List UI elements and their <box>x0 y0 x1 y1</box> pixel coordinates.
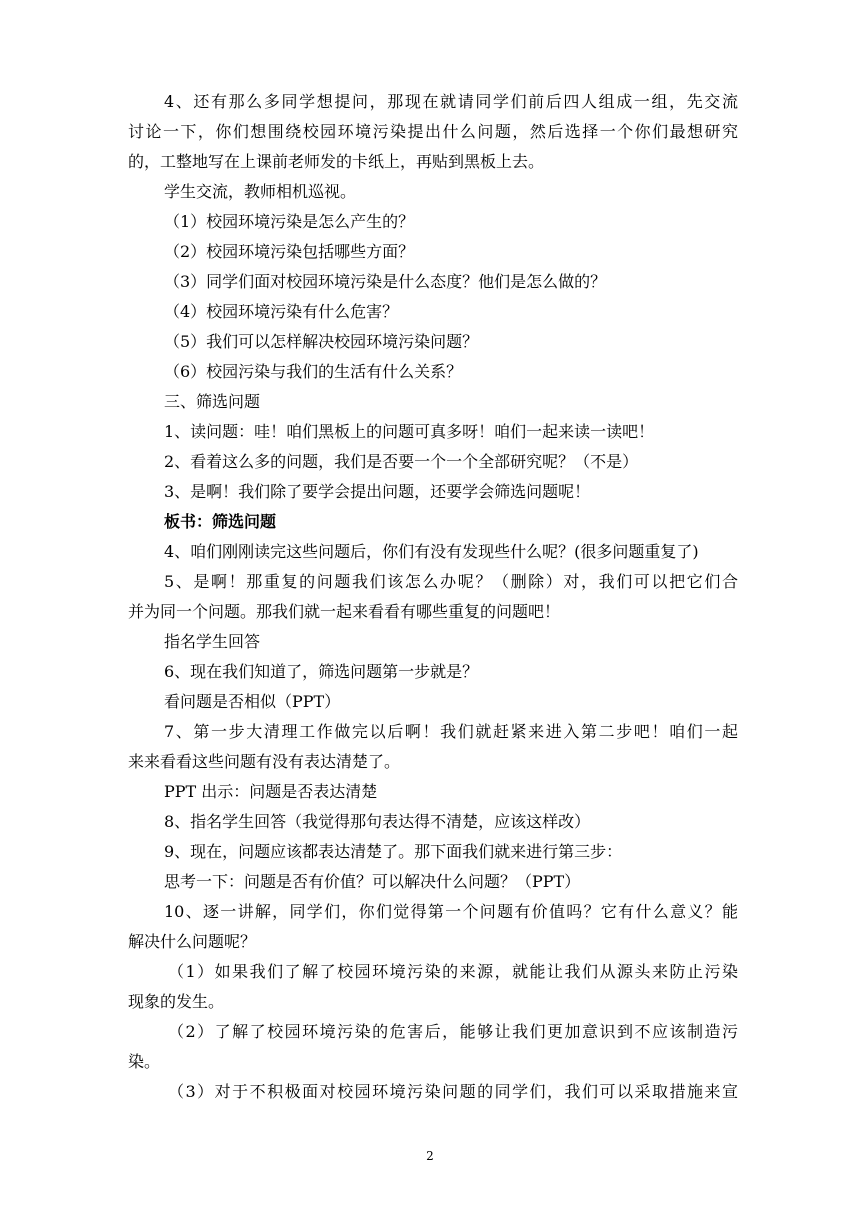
document-body <box>128 87 738 1107</box>
paragraph-line: 4、咱们刚刚读完这些问题后，你们有没有发现些什么呢？(很多问题重复了) <box>164 542 699 561</box>
paragraph-line: 讨论一下，你们想围绕校园环境污染提出什么问题，然后选择一个你们最想研究 <box>128 122 738 141</box>
list-item: （3）同学们面对校园环境污染是什么态度？他们是怎么做的？ <box>164 272 607 291</box>
page-number: 2 <box>426 1149 434 1163</box>
paragraph-line: 9、现在，问题应该都表达清楚了。那下面我们就来进行第三步： <box>164 842 623 861</box>
paragraph-line: 思考一下：问题是否有价值？可以解决什么问题？（PPT） <box>164 872 581 891</box>
list-item: （1）校园环境污染是怎么产生的？ <box>164 212 415 231</box>
blackboard-heading: 板书：筛选问题 <box>164 512 277 531</box>
paragraph-line: PPT 出示：问题是否表达清楚 <box>164 782 378 801</box>
paragraph-line: 看问题是否相似（PPT） <box>164 692 341 711</box>
list-item: （5）我们可以怎样解决校园环境污染问题？ <box>164 332 479 351</box>
paragraph-line: 4、还有那么多同学想提问，那现在就请同学们前后四人组成一组，先交流 <box>164 92 738 111</box>
paragraph-line: 6、现在我们知道了，筛选问题第一步就是？ <box>164 662 479 681</box>
list-item: 染。 <box>128 1052 161 1071</box>
paragraph-line: 指名学生回答 <box>164 632 261 651</box>
list-item: （3）对于不积极面对校园环境污染问题的同学们，我们可以采取措施来宣 <box>168 1082 738 1101</box>
paragraph-line: 3、是啊！我们除了要学会提出问题，还要学会筛选问题呢！ <box>164 482 591 501</box>
list-item: （6）校园污染与我们的生活有什么关系？ <box>164 362 463 381</box>
list-item: （1）如果我们了解了校园环境污染的来源，就能让我们从源头来防止污染 <box>168 962 738 981</box>
paragraph-line: 解决什么问题呢？ <box>128 932 257 951</box>
list-item: （2）了解了校园环境污染的危害后，能够让我们更加意识到不应该制造污 <box>168 1022 738 1041</box>
paragraph-line: 8、指名学生回答（我觉得那句表达得不清楚，应该这样改） <box>164 812 591 831</box>
paragraph-line: 5、是啊！那重复的问题我们该怎么办呢？（删除）对，我们可以把它们合 <box>164 572 738 591</box>
paragraph-line: 10、逐一讲解，同学们，你们觉得第一个问题有价值吗？它有什么意义？能 <box>164 902 738 921</box>
section-heading: 三、筛选问题 <box>164 392 261 411</box>
list-item: （4）校园环境污染有什么危害？ <box>164 302 399 321</box>
paragraph-line: 2、看着这么多的问题，我们是否要一个一个全部研究呢？（不是） <box>164 452 639 471</box>
list-item: 现象的发生。 <box>128 992 225 1011</box>
paragraph-line: 学生交流，教师相机巡视。 <box>164 182 357 201</box>
list-item: （2）校园环境污染包括哪些方面？ <box>164 242 415 261</box>
paragraph-line: 的，工整地写在上课前老师发的卡纸上，再贴到黑板上去。 <box>128 152 545 171</box>
paragraph-line: 1、读问题：哇！咱们黑板上的问题可真多呀！咱们一起来读一读吧！ <box>164 422 655 441</box>
paragraph-line: 7、第一步大清理工作做完以后啊！我们就赶紧来进入第二步吧！咱们一起 <box>164 722 738 741</box>
paragraph-line: 来来看看这些问题有没有表达清楚了。 <box>128 752 401 771</box>
paragraph-line: 并为同一个问题。那我们就一起来看看有哪些重复的问题吧！ <box>128 602 561 621</box>
